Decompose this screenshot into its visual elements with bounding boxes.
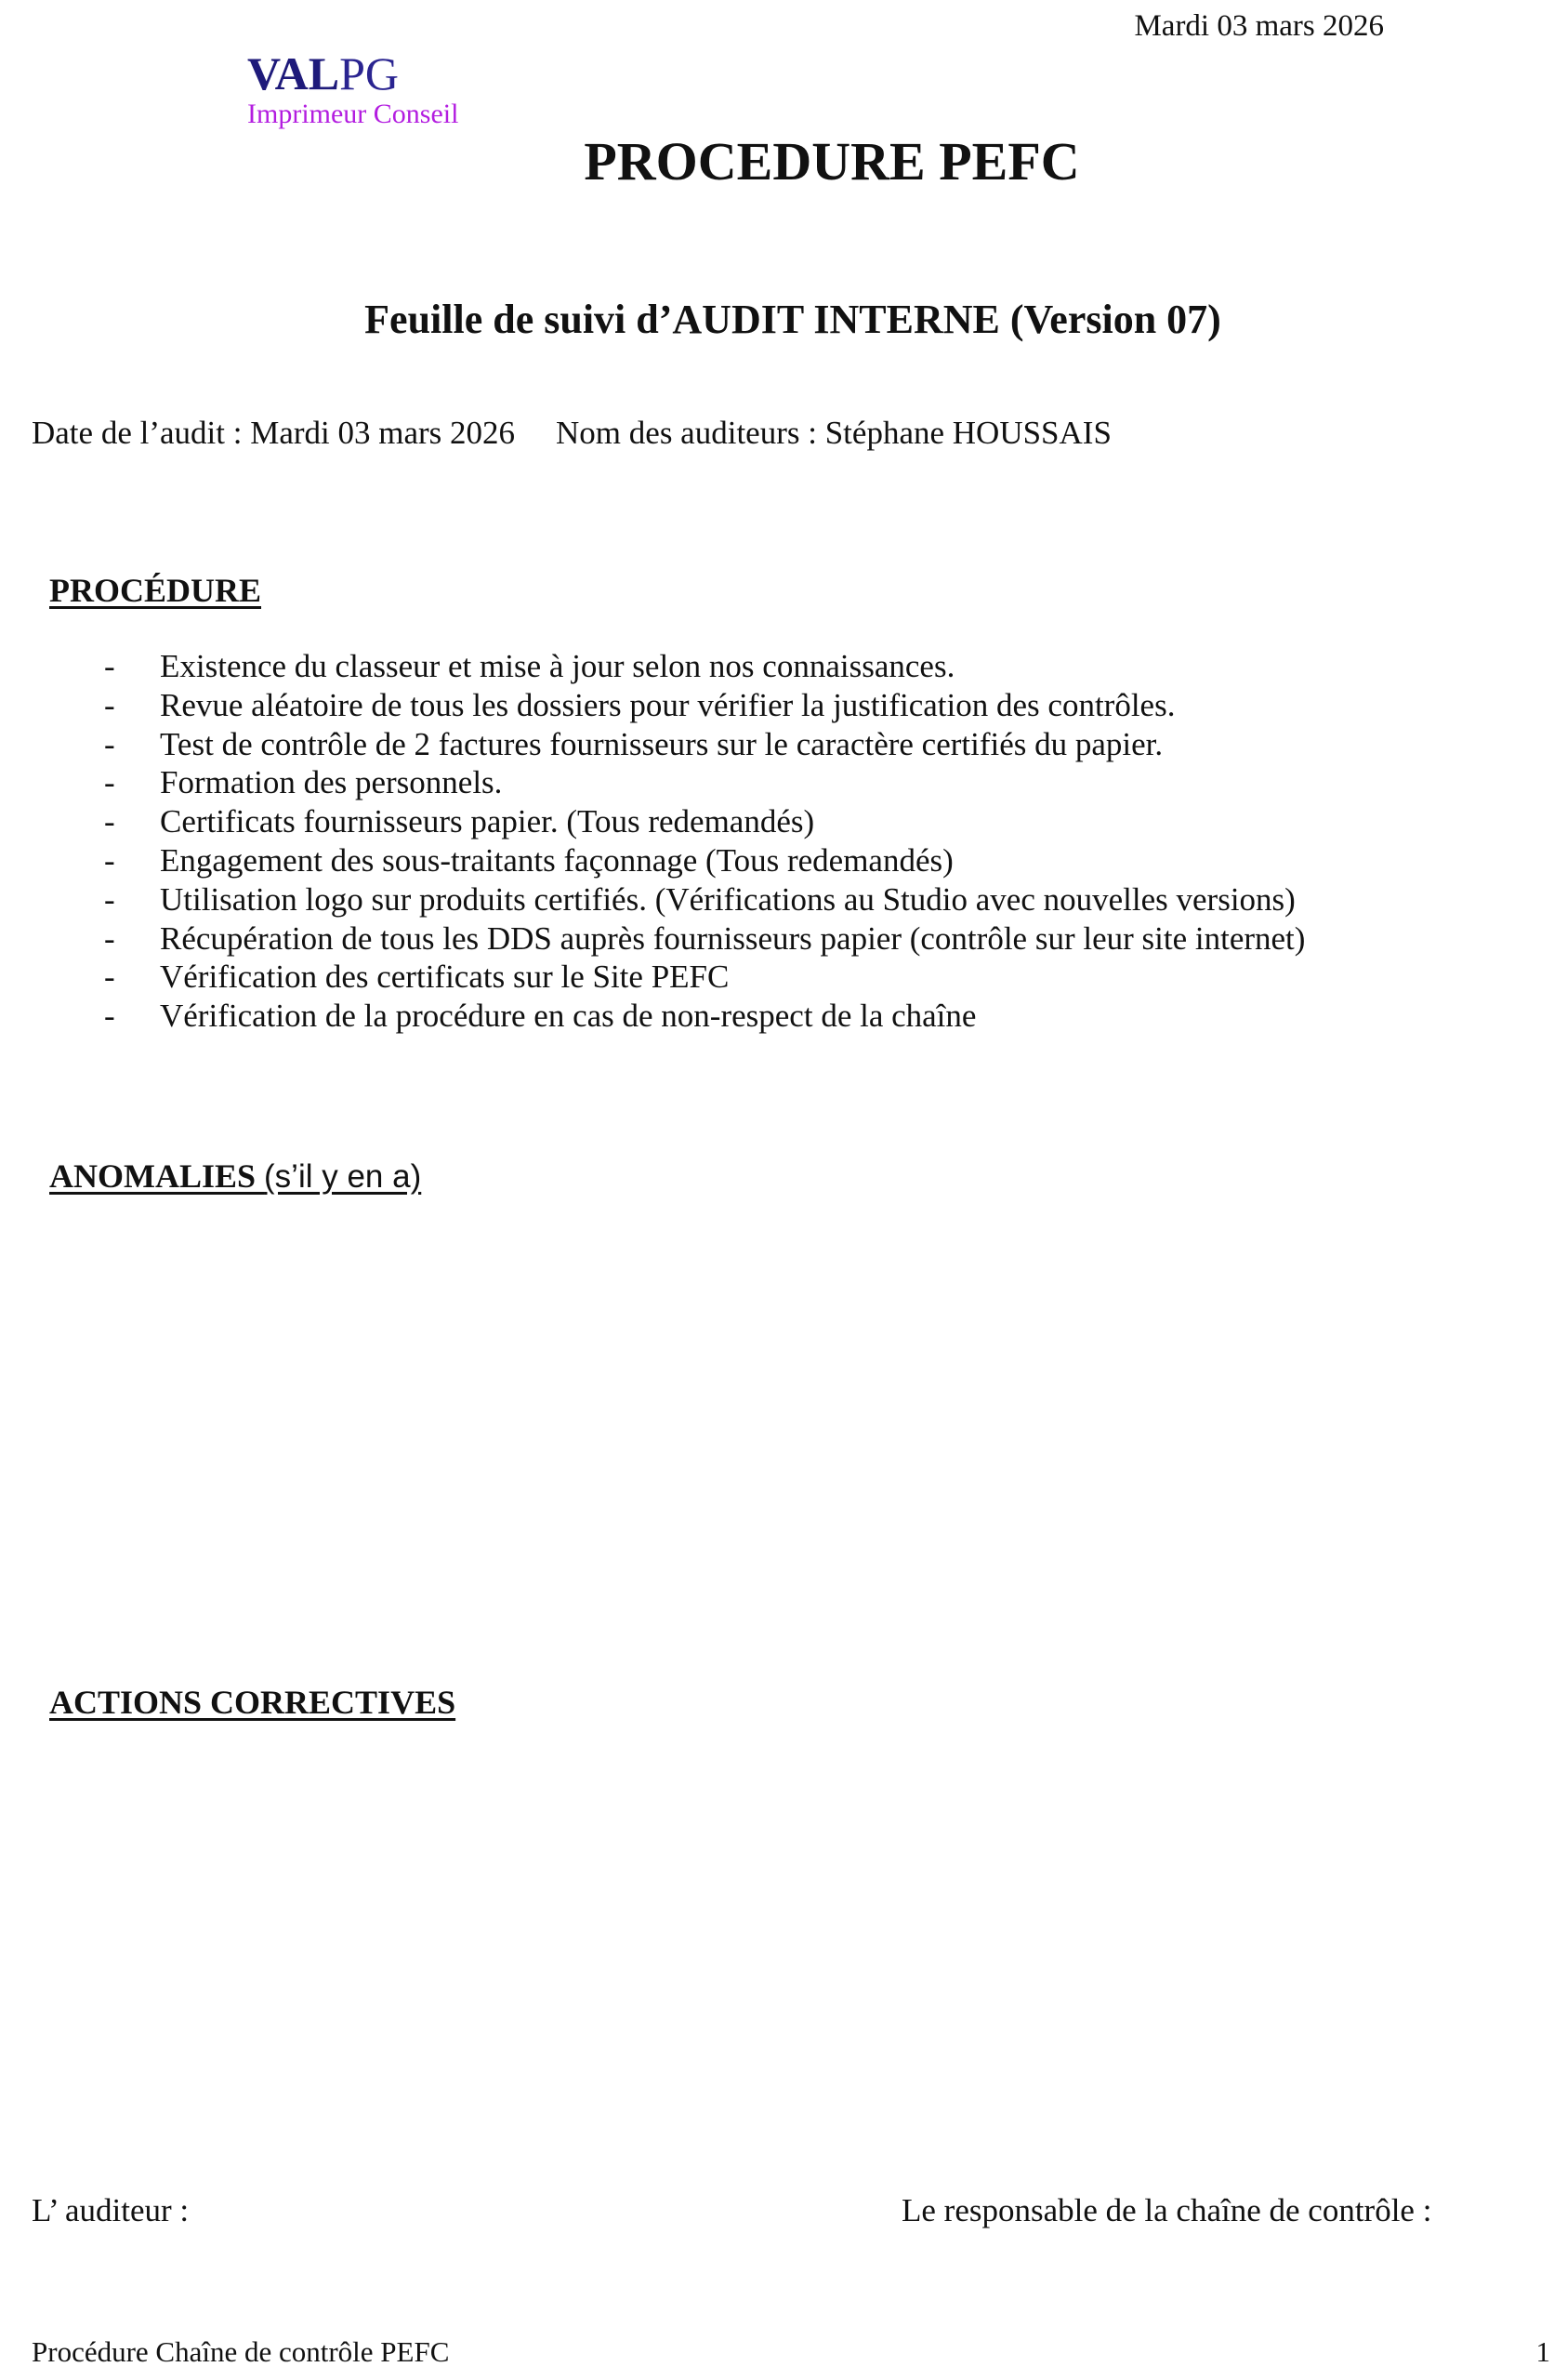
list-item: - Certificats fournisseurs papier. (Tous redemandés) — [104, 803, 815, 840]
audit-date-value: Mardi 03 mars 2026 — [250, 415, 516, 451]
list-item: - Formation des personnels. — [104, 764, 503, 801]
logo-tagline: Imprimeur Conseil — [247, 99, 459, 129]
auditors-label: Nom des auditeurs : — [556, 415, 817, 451]
list-item: - Vérification des certificats sur le Site PEFC — [104, 959, 730, 996]
corrective-actions-heading: ACTIONS CORRECTIVES — [49, 1684, 456, 1721]
auditors-value: Stéphane HOUSSAIS — [824, 415, 1112, 451]
header-date: Mardi 03 mars 2026 — [1134, 9, 1384, 43]
list-item: - Engagement des sous-traitants façonnage (Tous redemandés) — [104, 841, 954, 879]
list-item: - Vérification de la procédure en cas de non-respect de la chaîne — [104, 998, 977, 1035]
audit-date-label: Date de l’audit : — [32, 415, 243, 451]
document-subtitle: Feuille de suivi d’AUDIT INTERNE (Version 07) — [364, 297, 1221, 342]
list-item: - Test de contrôle de 2 factures fournisseurs sur le caractère certifiés du papier. — [104, 725, 1164, 762]
procedure-list — [100, 647, 1305, 1036]
list-item-text: Vérification de la procédure en cas de non-respect de la chaîne — [160, 998, 977, 1035]
footer-text: Procédure Chaîne de contrôle PEFC — [32, 2335, 450, 2368]
company-logo — [247, 46, 458, 130]
list-item-text: Utilisation logo sur produits certifiés. (Vérifications au Studio avec nouvelles versions) — [160, 880, 1296, 918]
list-item: - Utilisation logo sur produits certifiés. (Vérifications au Studio avec nouvelles versions) — [104, 880, 1296, 918]
logo-name-part2: PG — [339, 47, 400, 99]
list-item-text: Revue aléatoire de tous les dossiers pour vérifier la justification des contrôles. — [160, 686, 1176, 723]
anomalies-note: (s’il y en a) — [264, 1158, 422, 1195]
page-number: 1 — [1535, 2335, 1550, 2368]
anomalies-heading — [49, 1157, 421, 1196]
list-item: - Récupération de tous les DDS auprès fournisseurs papier (contrôle sur leur site internet) — [104, 919, 1306, 957]
document-title: PROCEDURE PEFC — [584, 131, 1080, 192]
list-item-text: Formation des personnels. — [160, 764, 503, 801]
procedure-heading: PROCÉDURE — [49, 572, 262, 609]
logo-name — [247, 46, 458, 100]
auditor-signature-label: L’ auditeur : — [32, 2192, 190, 2228]
list-item-text: Récupération de tous les DDS auprès fournisseurs papier (contrôle sur leur site internet) — [160, 919, 1306, 957]
anomalies-heading-text: ANOMALIES — [49, 1157, 265, 1195]
list-item-text: Test de contrôle de 2 factures fournisseurs sur le caractère certifiés du papier. — [160, 725, 1164, 762]
list-item: - Existence du classeur et mise à jour selon nos connaissances. — [104, 648, 955, 684]
logo-name-part1: VAL — [247, 47, 340, 99]
list-item-text: Engagement des sous-traitants façonnage (Tous redemandés) — [160, 841, 954, 879]
list-item-text: Certificats fournisseurs papier. (Tous redemandés) — [160, 803, 815, 840]
list-item: - Revue aléatoire de tous les dossiers pour vérifier la justification des contrôles. — [104, 686, 1176, 723]
responsible-signature-label: Le responsable de la chaîne de contrôle : — [902, 2192, 1432, 2228]
list-item-text: Existence du classeur et mise à jour selon nos connaissances. — [160, 648, 955, 684]
audit-info-line — [32, 415, 1112, 452]
list-item-text: Vérification des certificats sur le Site PEFC — [160, 959, 730, 996]
